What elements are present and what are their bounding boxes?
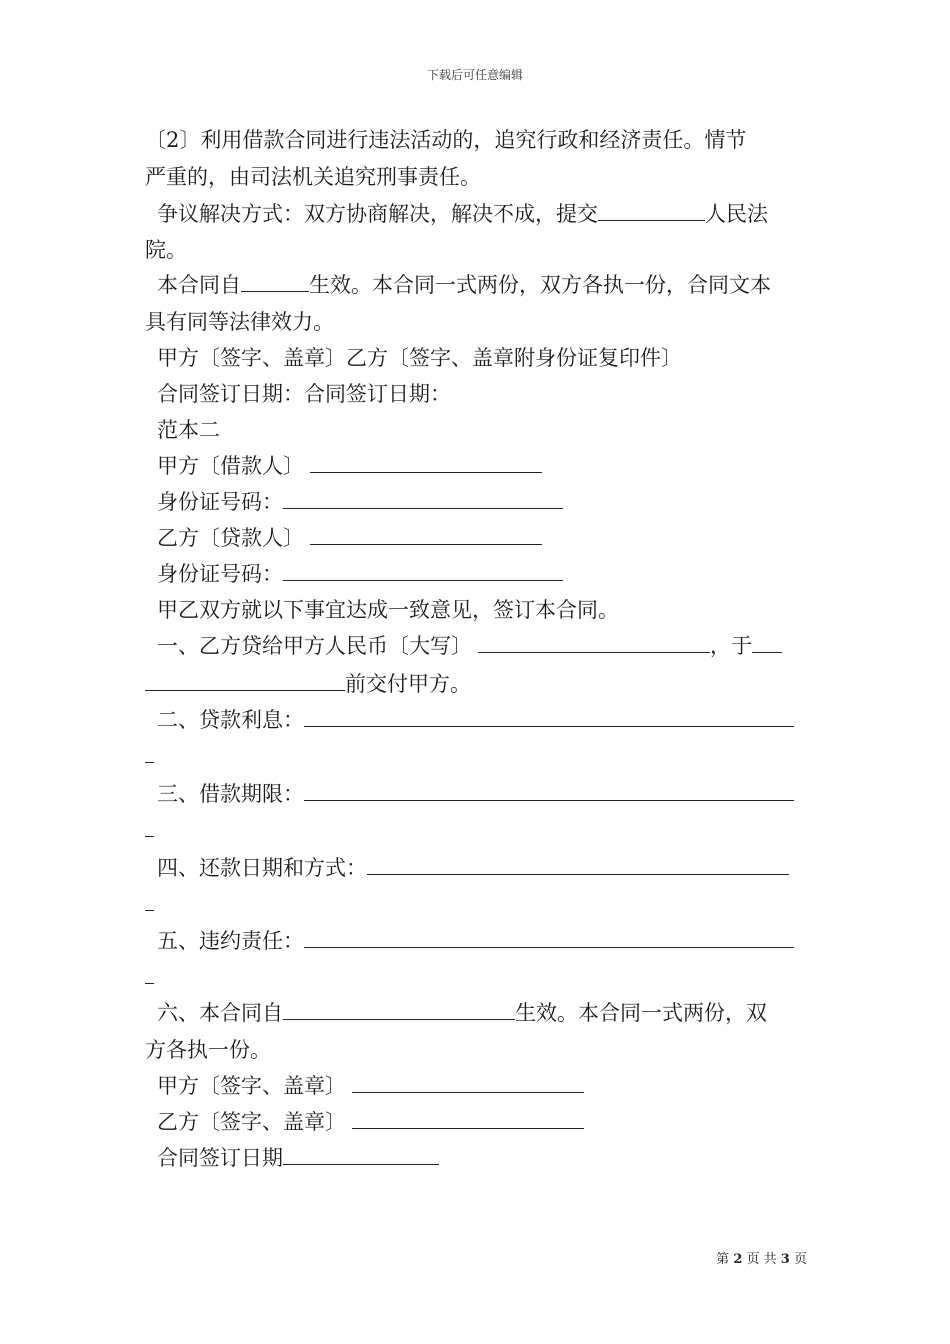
fill-blank[interactable]	[283, 488, 563, 509]
current-page-number: 2	[733, 1252, 743, 1267]
text-line	[145, 1071, 584, 1101]
text-line	[145, 487, 563, 517]
text-line	[145, 779, 794, 809]
text-line: 方各执一份。	[145, 1038, 271, 1062]
text-segment: 五、违约责任：	[157, 929, 304, 953]
text-segment: 前交付甲方。	[345, 672, 471, 696]
text-line	[145, 998, 767, 1028]
text-segment: 争议解决方式：双方协商解决，解决不成，提交	[157, 202, 598, 226]
fill-blank-tail	[145, 742, 154, 763]
text-line: 具有同等法律效力。	[145, 310, 334, 334]
text-segment: 身份证号码：	[157, 490, 283, 514]
total-page-number: 3	[780, 1252, 790, 1267]
text-line: 严重的，由司法机关追究刑事责任。	[145, 165, 481, 189]
page-footer	[716, 1248, 807, 1267]
text-segment: 三、借款期限：	[157, 782, 304, 806]
text-line	[145, 199, 768, 229]
text-segment: 生效。本合同一式两份，双方各执一份，合同文本	[309, 273, 771, 297]
footer-suffix: 页	[793, 1252, 807, 1267]
fill-blank[interactable]	[310, 452, 542, 473]
fill-blank-tail	[145, 816, 154, 837]
fill-blank-tail	[145, 963, 154, 984]
fill-blank[interactable]	[752, 632, 782, 653]
text-line	[145, 705, 794, 735]
text-line	[145, 1143, 439, 1173]
text-segment: 乙方〔签字、盖章〕	[157, 1110, 346, 1134]
text-line: 甲乙双方就以下事宜达成一致意见，签订本合同。	[157, 598, 619, 622]
text-segment: 甲方〔借款人〕	[157, 454, 304, 478]
text-segment: ，于	[710, 634, 752, 658]
text-line	[145, 1107, 584, 1137]
text-line	[145, 889, 154, 919]
text-line	[145, 451, 542, 481]
text-segment: 生效。本合同一式两份，双	[515, 1001, 767, 1025]
fill-blank[interactable]	[478, 632, 710, 653]
footer-prefix: 第	[716, 1252, 730, 1267]
text-line: 〔2〕利用借款合同进行违法活动的，追究行政和经济责任。情节	[145, 128, 747, 152]
text-segment: 本合同自	[157, 273, 241, 297]
text-line: 范本二	[157, 418, 220, 442]
footer-mid: 页 共	[746, 1252, 777, 1267]
text-segment: 身份证号码：	[157, 562, 283, 586]
fill-blank[interactable]	[598, 200, 705, 221]
text-segment: 二、贷款利息：	[157, 708, 304, 732]
text-segment: 一、乙方贷给甲方人民币〔大写〕	[157, 634, 472, 658]
text-line: 甲方〔签字、盖章〕乙方〔签字、盖章附身份证复印件〕	[157, 346, 682, 370]
text-line	[145, 815, 154, 845]
fill-blank[interactable]	[304, 927, 794, 948]
text-segment: 六、本合同自	[157, 1001, 283, 1025]
text-segment: 乙方〔贷款人〕	[157, 526, 304, 550]
text-segment: 人民法	[705, 202, 768, 226]
fill-blank[interactable]	[283, 560, 563, 581]
text-line	[145, 631, 782, 661]
fill-blank[interactable]	[367, 854, 789, 875]
fill-blank[interactable]	[352, 1072, 584, 1093]
text-line: 院。	[145, 238, 187, 262]
text-line	[145, 853, 789, 883]
fill-blank[interactable]	[241, 271, 309, 292]
text-segment: 四、还款日期和方式：	[157, 856, 367, 880]
fill-blank[interactable]	[283, 1144, 439, 1165]
text-segment: 甲方〔签字、盖章〕	[157, 1074, 346, 1098]
text-segment: 合同签订日期	[157, 1146, 283, 1170]
text-line	[145, 270, 771, 300]
fill-blank[interactable]	[304, 780, 794, 801]
text-line	[145, 559, 563, 589]
text-line	[145, 523, 542, 553]
text-line	[145, 962, 154, 992]
page-header: 下载后可任意编辑	[426, 68, 523, 82]
fill-blank-tail	[145, 890, 154, 911]
text-line	[145, 669, 471, 699]
fill-blank[interactable]	[283, 999, 515, 1020]
text-line: 合同签订日期：合同签订日期：	[157, 382, 451, 406]
fill-blank[interactable]	[145, 670, 345, 691]
text-line	[145, 741, 154, 771]
fill-blank[interactable]	[304, 706, 794, 727]
text-line	[145, 926, 794, 956]
fill-blank[interactable]	[310, 524, 542, 545]
fill-blank[interactable]	[352, 1108, 584, 1129]
